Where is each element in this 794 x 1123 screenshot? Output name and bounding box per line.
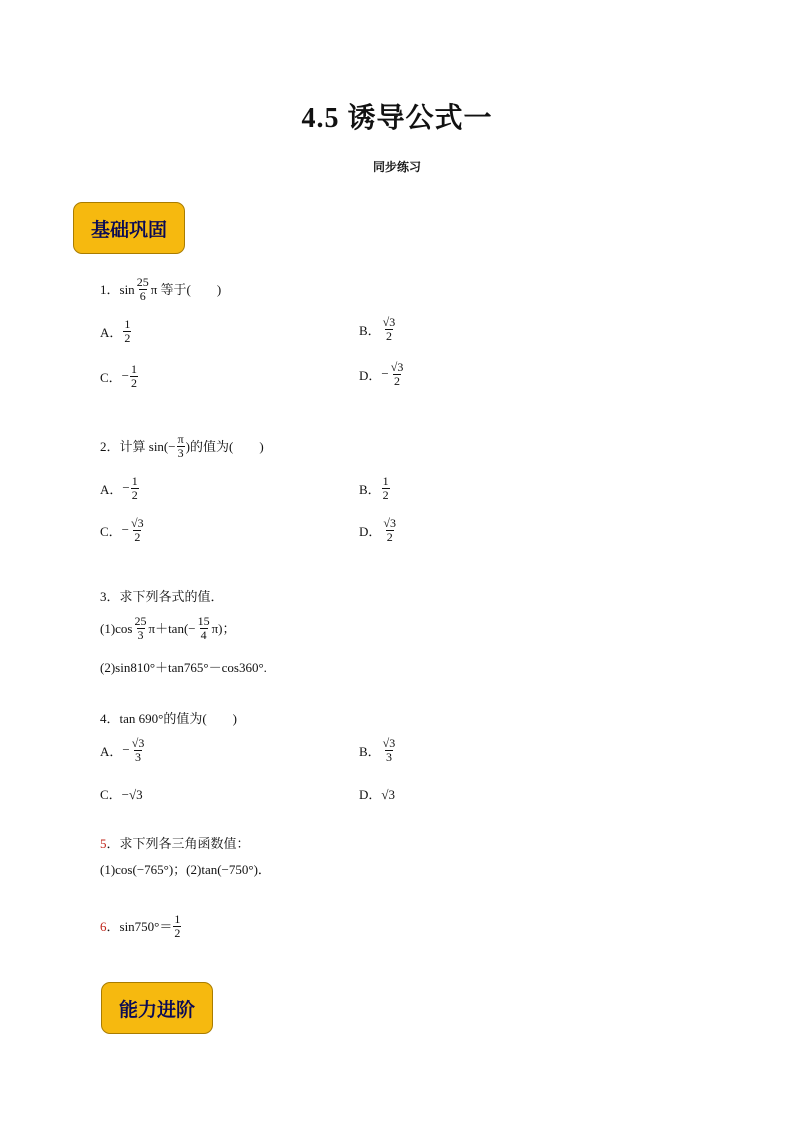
question-5: 5．求下列各三角函数值： (100, 836, 250, 851)
option-a[interactable]: A． − $\frac{√3}{3}$ (100, 736, 145, 764)
question-1 (100, 276, 221, 302)
option-a[interactable]: A． $\frac{1}{2}$ (100, 317, 131, 345)
question-5-part: (1)cos(−765°)；(2)tan(−750°)． (100, 862, 271, 877)
question-text: )的值为( ) (185, 438, 264, 454)
question-4 (100, 712, 237, 725)
option-a[interactable]: A． − $\frac{1}{2}$ (100, 474, 138, 502)
question-text: sin750°＝ (119, 918, 173, 934)
fraction: $\frac{25}{3}$ (134, 614, 147, 642)
fraction: $\frac{√3}{2}$ (382, 315, 396, 343)
question-number: 6 (100, 918, 107, 934)
fraction: $\frac{√3}{3}$ (382, 736, 396, 764)
fraction: $\frac{\pi}{3}$ (177, 432, 184, 460)
fraction: $\frac{√3}{2}$ (383, 516, 396, 544)
page-subtitle: 同步练习 (372, 160, 421, 174)
fraction: $\frac{1}{2}$ (131, 474, 138, 502)
question-number: 2． (100, 438, 120, 454)
fraction: $\frac{1}{2}$ (382, 474, 389, 502)
section-badge-advanced: 能力进阶 (101, 982, 213, 1034)
fraction: $\frac{25}{6}$ (136, 275, 149, 303)
fraction: $\frac{1}{2}$ (131, 362, 138, 390)
question-3-part-1: (1)cos $\frac{25}{3}$ π＋tan(− $\frac{15}{4}$ π)； (100, 614, 236, 642)
question-text: 求下列各三角函数值： (119, 836, 250, 851)
question-text: 计算 sin(− (119, 438, 176, 454)
option-b[interactable]: B． $\frac{√3}{3}$ (359, 736, 396, 764)
question-number: 5 (100, 836, 107, 851)
fraction: $\frac{√3}{3}$ (131, 736, 145, 764)
page-title: 4.5 诱导公式一 (301, 103, 493, 134)
question-text: 求下列各式的值． (119, 589, 224, 604)
section-badge-basic: 基础巩固 (73, 202, 185, 254)
question-number: 4． (100, 711, 120, 726)
option-b[interactable]: B． $\frac{√3}{2}$ (359, 315, 396, 343)
option-d[interactable]: D．√3 (359, 787, 396, 802)
question-number: 1． (100, 281, 120, 297)
question-3 (100, 590, 224, 603)
question-text: sin (119, 281, 135, 297)
question-text: tan 690°的值为( ) (119, 711, 238, 726)
fraction: $\frac{√3}{2}$ (390, 360, 404, 388)
option-c[interactable]: C． − $\frac{1}{2}$ (100, 362, 138, 390)
fraction: $\frac{15}{4}$ (197, 614, 210, 642)
option-c[interactable]: C．−√3 (100, 787, 143, 802)
question-number: 3． (100, 589, 120, 604)
question-3-part-2: (2)sin810°＋tan765°－cos360°. (100, 660, 267, 675)
option-d[interactable]: D． $\frac{√3}{2}$ (359, 516, 396, 544)
option-b[interactable]: B． $\frac{1}{2}$ (359, 474, 389, 502)
question-2 (100, 433, 264, 459)
option-d[interactable]: D． − $\frac{√3}{2}$ (359, 360, 404, 388)
question-text: π 等于( ) (150, 281, 222, 297)
fraction: $\frac{√3}{2}$ (131, 516, 144, 544)
option-c[interactable]: C． − $\frac{√3}{2}$ (100, 516, 144, 544)
fraction: $\frac{1}{2}$ (174, 912, 181, 940)
fraction: $\frac{1}{2}$ (124, 317, 131, 345)
question-6: 6 ． sin750°＝ $\frac{1}{2}$ (100, 912, 181, 940)
